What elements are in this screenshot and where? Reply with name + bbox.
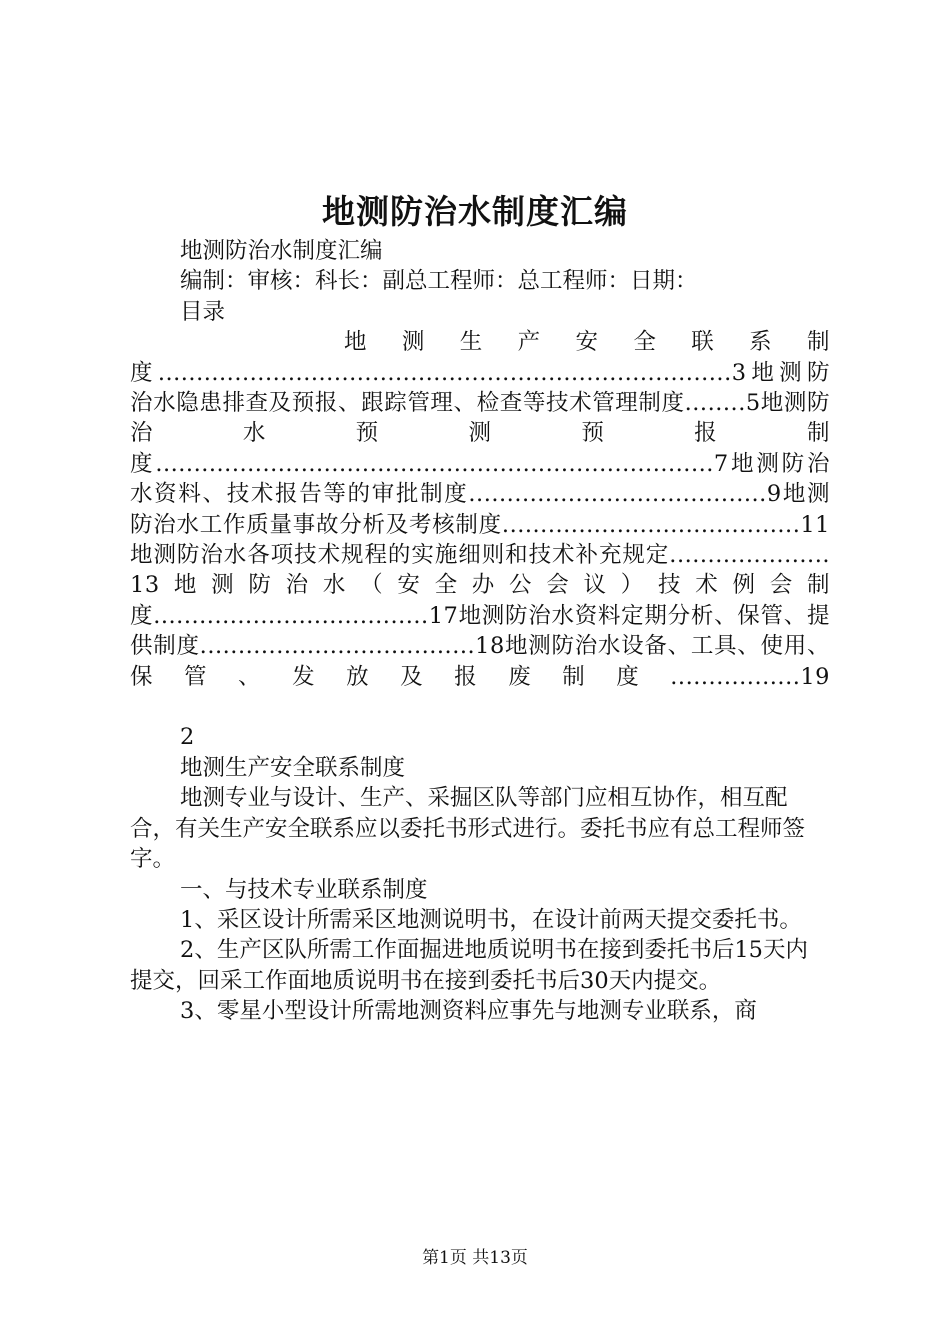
paragraph: 一、与技术专业联系制度 (180, 876, 428, 903)
section-title: 地测生产安全联系制度 (180, 754, 406, 781)
signoff-line: 编制：审核：科长：副总工程师：总工程师：日期： (180, 268, 698, 295)
table-of-contents: 地测生产安全联系制度...........................................................................3地测防治水隐患排查及预报、跟踪管理、检查等技术管理制度........5地测防治水预测预报制度.........................................................................7地测防治水资料、技术报告等的审批制度.......................................9地测防治水工作质量事故分析及考核制度.......................................11地测防治水各项技术规程的实施细则和技术补充规定.....................13地测防治水（安全办公会议）技术例会制度....................................17地测防治水资料定期分析、保管、提供制度....................................18地测防治水设备、工具、使用、保管、发放及报废制度.................19 (130, 329, 830, 690)
document-title: 地测防治水制度汇编 (322, 192, 628, 231)
paragraph: 地测专业与设计、生产、采掘区队等部门应相互协作，相互配合，有关生产安全联系应以委托书形式进行。委托书应有总工程师签字。 (130, 785, 806, 873)
paragraph: 1、采区设计所需采区地测说明书，在设计前两天提交委托书。 (180, 906, 802, 933)
blank-line (130, 692, 830, 722)
page-marker: 2 (180, 724, 195, 751)
toc-heading: 目录 (180, 298, 226, 325)
paragraph: 3、零星小型设计所需地测资料应事先与地测专业联系，商 (180, 998, 757, 1025)
document-body (130, 236, 830, 1027)
page-footer: 第1页 共13页 (422, 1248, 528, 1268)
subtitle: 地测防治水制度汇编 (180, 238, 383, 264)
paragraph: 2、生产区队所需工作面掘进地质说明书在接到委托书后15天内提交，回采工作面地质说明书在接到委托书后30天内提交。 (130, 937, 808, 994)
